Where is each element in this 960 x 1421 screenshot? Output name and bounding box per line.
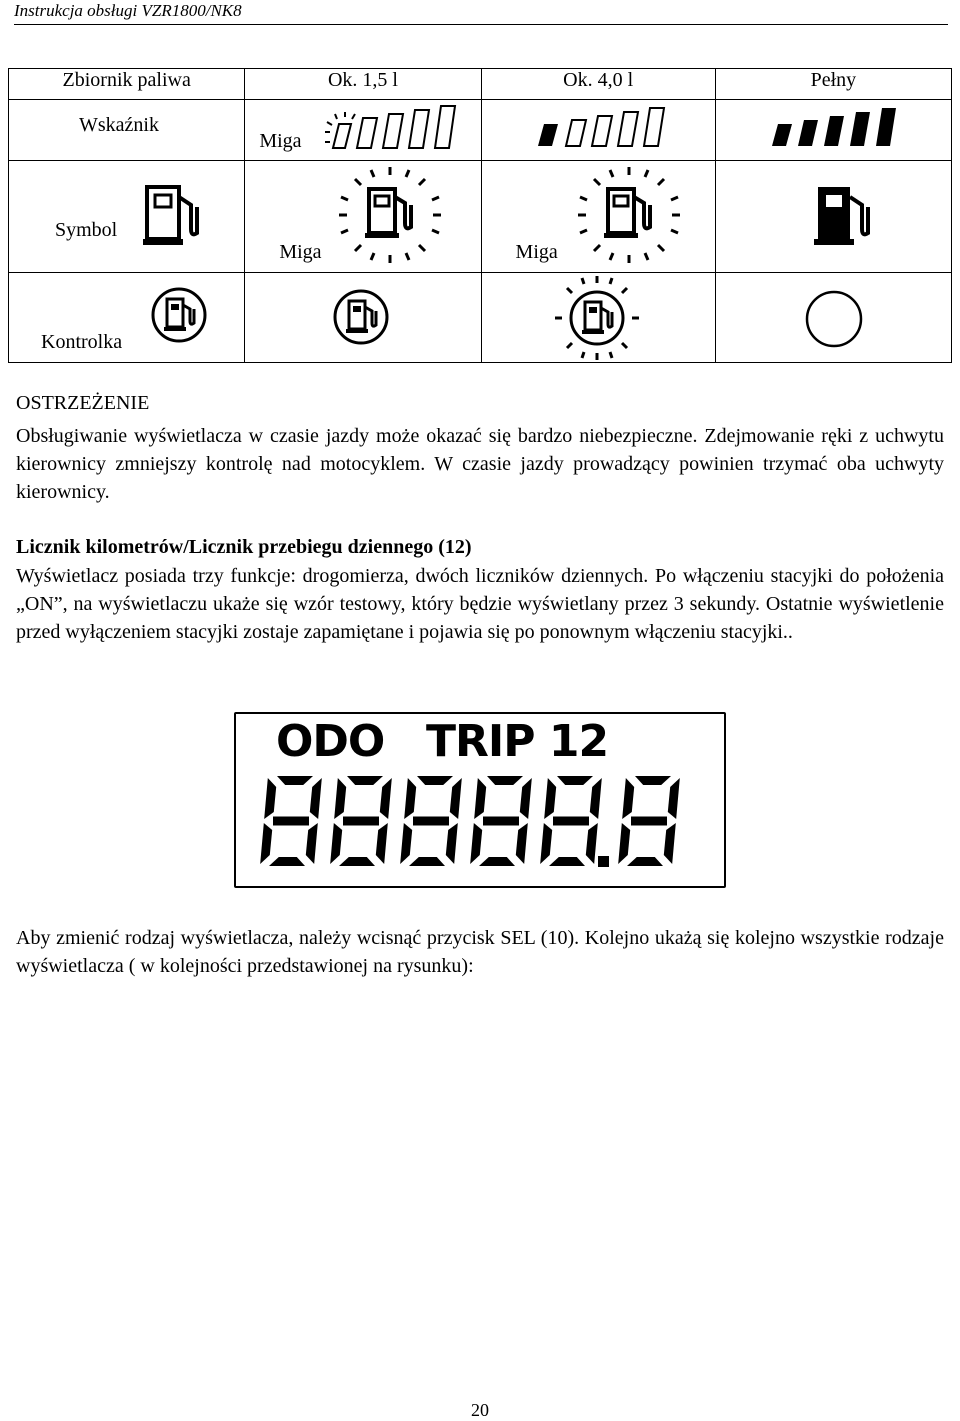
blink-label: Miga bbox=[515, 241, 558, 263]
lamp-cell-40l bbox=[481, 273, 715, 363]
table-header-row bbox=[9, 69, 952, 100]
symbol-cell-15l bbox=[245, 161, 481, 273]
blink-label: Miga bbox=[259, 130, 302, 152]
lamp-cell-15l bbox=[245, 273, 481, 363]
indicator-cell-15l bbox=[245, 100, 481, 161]
fuel-gauge-blinking-icon bbox=[321, 102, 461, 152]
lcd-digit bbox=[470, 776, 532, 866]
lcd-odo-label: ODO bbox=[276, 716, 385, 767]
indicator-label: Wskaźnik bbox=[79, 114, 159, 136]
indicator-label-cell bbox=[9, 100, 245, 161]
lcd-decimal-point bbox=[598, 856, 609, 867]
lcd-digit bbox=[260, 776, 322, 866]
symbol-cell-40l bbox=[481, 161, 715, 273]
lcd-digit bbox=[400, 776, 462, 866]
page-number: 20 bbox=[471, 1400, 489, 1420]
lamp-label-cell bbox=[9, 273, 245, 363]
fuel-pump-filled-icon bbox=[808, 183, 878, 247]
lamp-label: Kontrolka bbox=[41, 331, 123, 353]
header-cell-full: Pełny bbox=[715, 69, 951, 100]
fuel-pump-outline-icon bbox=[137, 183, 207, 247]
symbol-cell-full bbox=[715, 161, 951, 273]
warning-text: Obsługiwanie wyświetlacza w czasie jazdy może okazać się bardzo niebezpieczne. Zdejmowanie ręki z uchwytu kierownicy zmniejszy kontrolę nad motocyklem. W czasie jazdy prowadzący powinien trzymać oba uchwyty kierownicy. bbox=[16, 425, 944, 503]
fuel-lamp-icon bbox=[331, 287, 391, 347]
fuel-pump-blinking-icon bbox=[574, 165, 684, 265]
odometer-lcd-display bbox=[234, 712, 726, 888]
sel-paragraph: Aby zmienić rodzaj wyświetlacza, należy wcisnąć przycisk SEL (10). Kolejno ukażą się kolejno wszystkie rodzaje wyświetlacza ( w kolejności przedstawionej na rysunku): bbox=[16, 927, 944, 977]
lamp-cell-full bbox=[715, 273, 951, 363]
header-title: Instrukcja obsługi VZR1800/NK8 bbox=[14, 1, 242, 20]
header-cell-15l: Ok. 1,5 l bbox=[245, 69, 481, 100]
fuel-level-table bbox=[8, 68, 952, 363]
lcd-digit bbox=[618, 776, 680, 866]
fuel-lamp-icon bbox=[149, 285, 209, 345]
lamp-off-icon bbox=[804, 289, 864, 349]
fuel-gauge-one-bar-icon bbox=[534, 104, 674, 150]
symbol-row bbox=[9, 161, 952, 273]
header-cell-tank: Zbiornik paliwa bbox=[9, 69, 245, 100]
lcd-digit bbox=[540, 776, 602, 866]
header-cell-40l: Ok. 4,0 l bbox=[481, 69, 715, 100]
indicator-cell-full bbox=[715, 100, 951, 161]
odometer-text: Wyświetlacz posiada trzy funkcje: drogomierza, dwóch liczników dziennych. Po włączeniu stacyjki do położenia „ON”, na wyświetlaczu ukaże się wzór testowy, który będzie wyświetlany przez 3 sekundy. Ostatnie wyświetlenie przed wyłączeniem stacyjki zostaje zapamiętane i pojawia się po ponownym włączeniu stacyjki.. bbox=[16, 565, 944, 643]
indicator-row bbox=[9, 100, 952, 161]
lcd-trip-label: TRIP 12 bbox=[426, 716, 609, 767]
fuel-lamp-blinking-icon bbox=[554, 275, 640, 361]
blink-label: Miga bbox=[279, 241, 322, 263]
symbol-label: Symbol bbox=[55, 219, 118, 241]
page-header bbox=[14, 0, 948, 25]
indicator-cell-40l bbox=[481, 100, 715, 161]
odometer-heading: Licznik kilometrów/Licznik przebiegu dziennego (12) bbox=[16, 536, 472, 558]
fuel-pump-blinking-icon bbox=[335, 165, 445, 265]
symbol-label-cell bbox=[9, 161, 245, 273]
lcd-digits bbox=[260, 776, 706, 876]
fuel-gauge-full-icon bbox=[768, 104, 908, 150]
lcd-digit bbox=[330, 776, 392, 866]
warning-title: OSTRZEŻENIE bbox=[16, 392, 150, 414]
lamp-row bbox=[9, 273, 952, 363]
